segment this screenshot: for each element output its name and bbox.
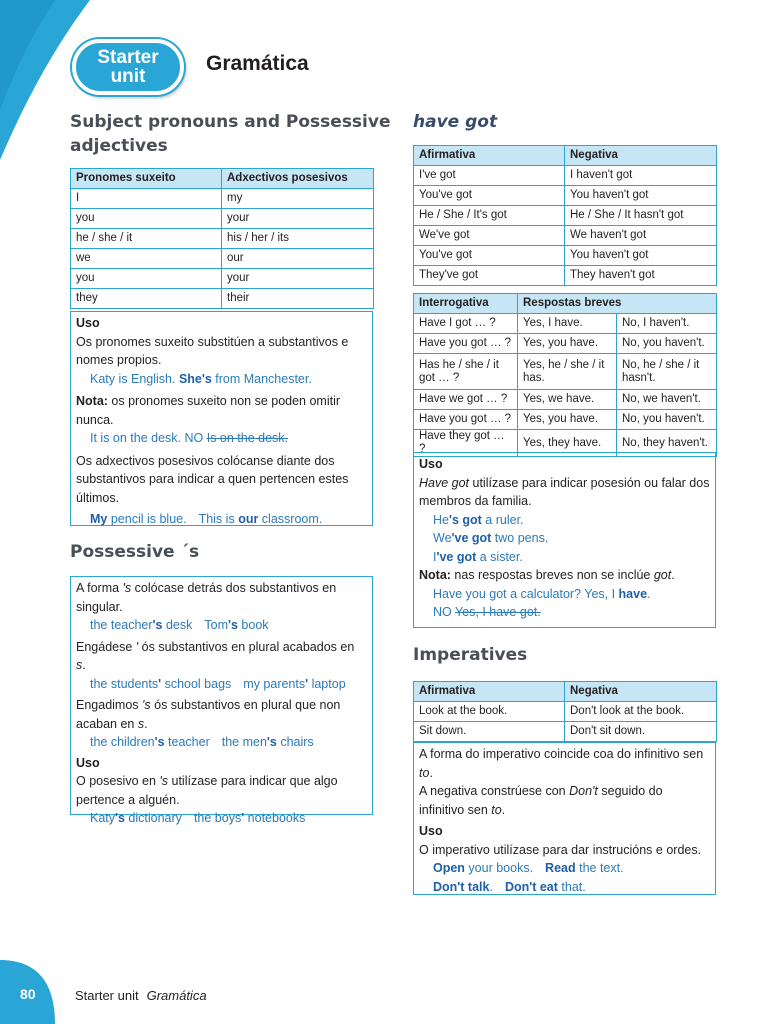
- possessive-s-heading: Possessive ´s: [70, 542, 200, 562]
- table-row: Sit down. Don't sit down.: [414, 722, 717, 742]
- table-header-row: Afirmativa Negativa: [414, 146, 717, 166]
- table-row: Have you got … ? Yes, you have. No, you haven't.: [414, 334, 717, 354]
- subject-pronouns-heading: Subject pronouns and Possessive adjectives: [70, 112, 391, 156]
- table-row: I my: [71, 189, 374, 209]
- table-row: Have we got … ? Yes, we have. No, we haven't.: [414, 390, 717, 410]
- possessive-s-box: A forma 's colócase detrás dos substantivos en singular. the teacher's desk Tom's book Engádese ' ós substantivos en plural acabados en s. the students' school bags my parents' laptop Engadimos 's ós substantivos en plural que non acaban en s. the children's teacher the men's chairs Uso O posesivo en 's utilízase para indicar que algo pertence a alguén. Katy's dictionary the boys' notebooks: [70, 576, 373, 815]
- table-row: We've got We haven't got: [414, 226, 717, 246]
- imperatives-usage-box: A forma do imperativo coincide coa do infinitivo sen to. A negativa constrúese con Don't seguido do infinitivo sen to. Uso O imperativo utilízase para dar instrucións e ordes. Open your books. Read the text. Don't talk. Don't eat that.: [413, 742, 716, 895]
- table-row: he / she / it his / her / its: [71, 229, 374, 249]
- pronouns-table: [70, 168, 374, 309]
- table-row: You've got You haven't got: [414, 186, 717, 206]
- table-header-row: Interrogativa Respostas breves: [414, 294, 717, 314]
- table-row: they their: [71, 289, 374, 309]
- imperatives-table: [413, 681, 717, 742]
- have-got-questions-table: [413, 293, 717, 457]
- table-row: I've got I haven't got: [414, 166, 717, 186]
- page-title: Gramática: [206, 52, 309, 75]
- footer-text: Starter unit Gramática: [75, 988, 207, 1003]
- table-row: He / She / It's got He / She / It hasn't got: [414, 206, 717, 226]
- table-row: Has he / she / it got … ? Yes, he / she / it has. No, he / she / it hasn't.: [414, 354, 717, 390]
- pronouns-usage-box: Uso Os pronomes suxeito substitúen a substantivos e nomes propios. Katy is English. She's from Manchester. Nota: os pronomes suxeito non se poden omitir nunca. It is on the desk. NO Is on the desk. Os adxectivos posesivos colócanse diante dos substantivos para indicar a quen pertencen estes últimos. My pencil is blue. This is our classroom.: [70, 311, 373, 526]
- table-row: Look at the book. Don't look at the book.: [414, 702, 717, 722]
- have-got-affirmative-table: [413, 145, 717, 286]
- have-got-usage-box: Uso Have got utilízase para indicar posesión ou falar dos membros da familia. He's got a ruler. We've got two pens. I've got a sister. Nota: nas respostas breves non se inclúe got. Have you got a calculator? Yes, I have. NO Yes, I have got.: [413, 452, 716, 628]
- table-row: we our: [71, 249, 374, 269]
- have-got-heading: have got: [413, 112, 498, 132]
- table-row: You've got You haven't got: [414, 246, 717, 266]
- page-number: 80: [20, 986, 36, 1002]
- table-row: Have you got … ? Yes, you have. No, you haven't.: [414, 410, 717, 430]
- table-row: Have they got … ? Yes, they have. No, they haven't.: [414, 430, 717, 457]
- starter-unit-badge: Starter unit: [72, 39, 184, 95]
- table-row: They've got They haven't got: [414, 266, 717, 286]
- table-row: you your: [71, 209, 374, 229]
- table-header-row: Pronomes suxeito Adxectivos posesivos: [71, 169, 374, 189]
- table-header-row: Afirmativa Negativa: [414, 682, 717, 702]
- table-row: you your: [71, 269, 374, 289]
- imperatives-heading: Imperatives: [413, 645, 528, 665]
- table-row: Have I got … ? Yes, I have. No, I haven't.: [414, 314, 717, 334]
